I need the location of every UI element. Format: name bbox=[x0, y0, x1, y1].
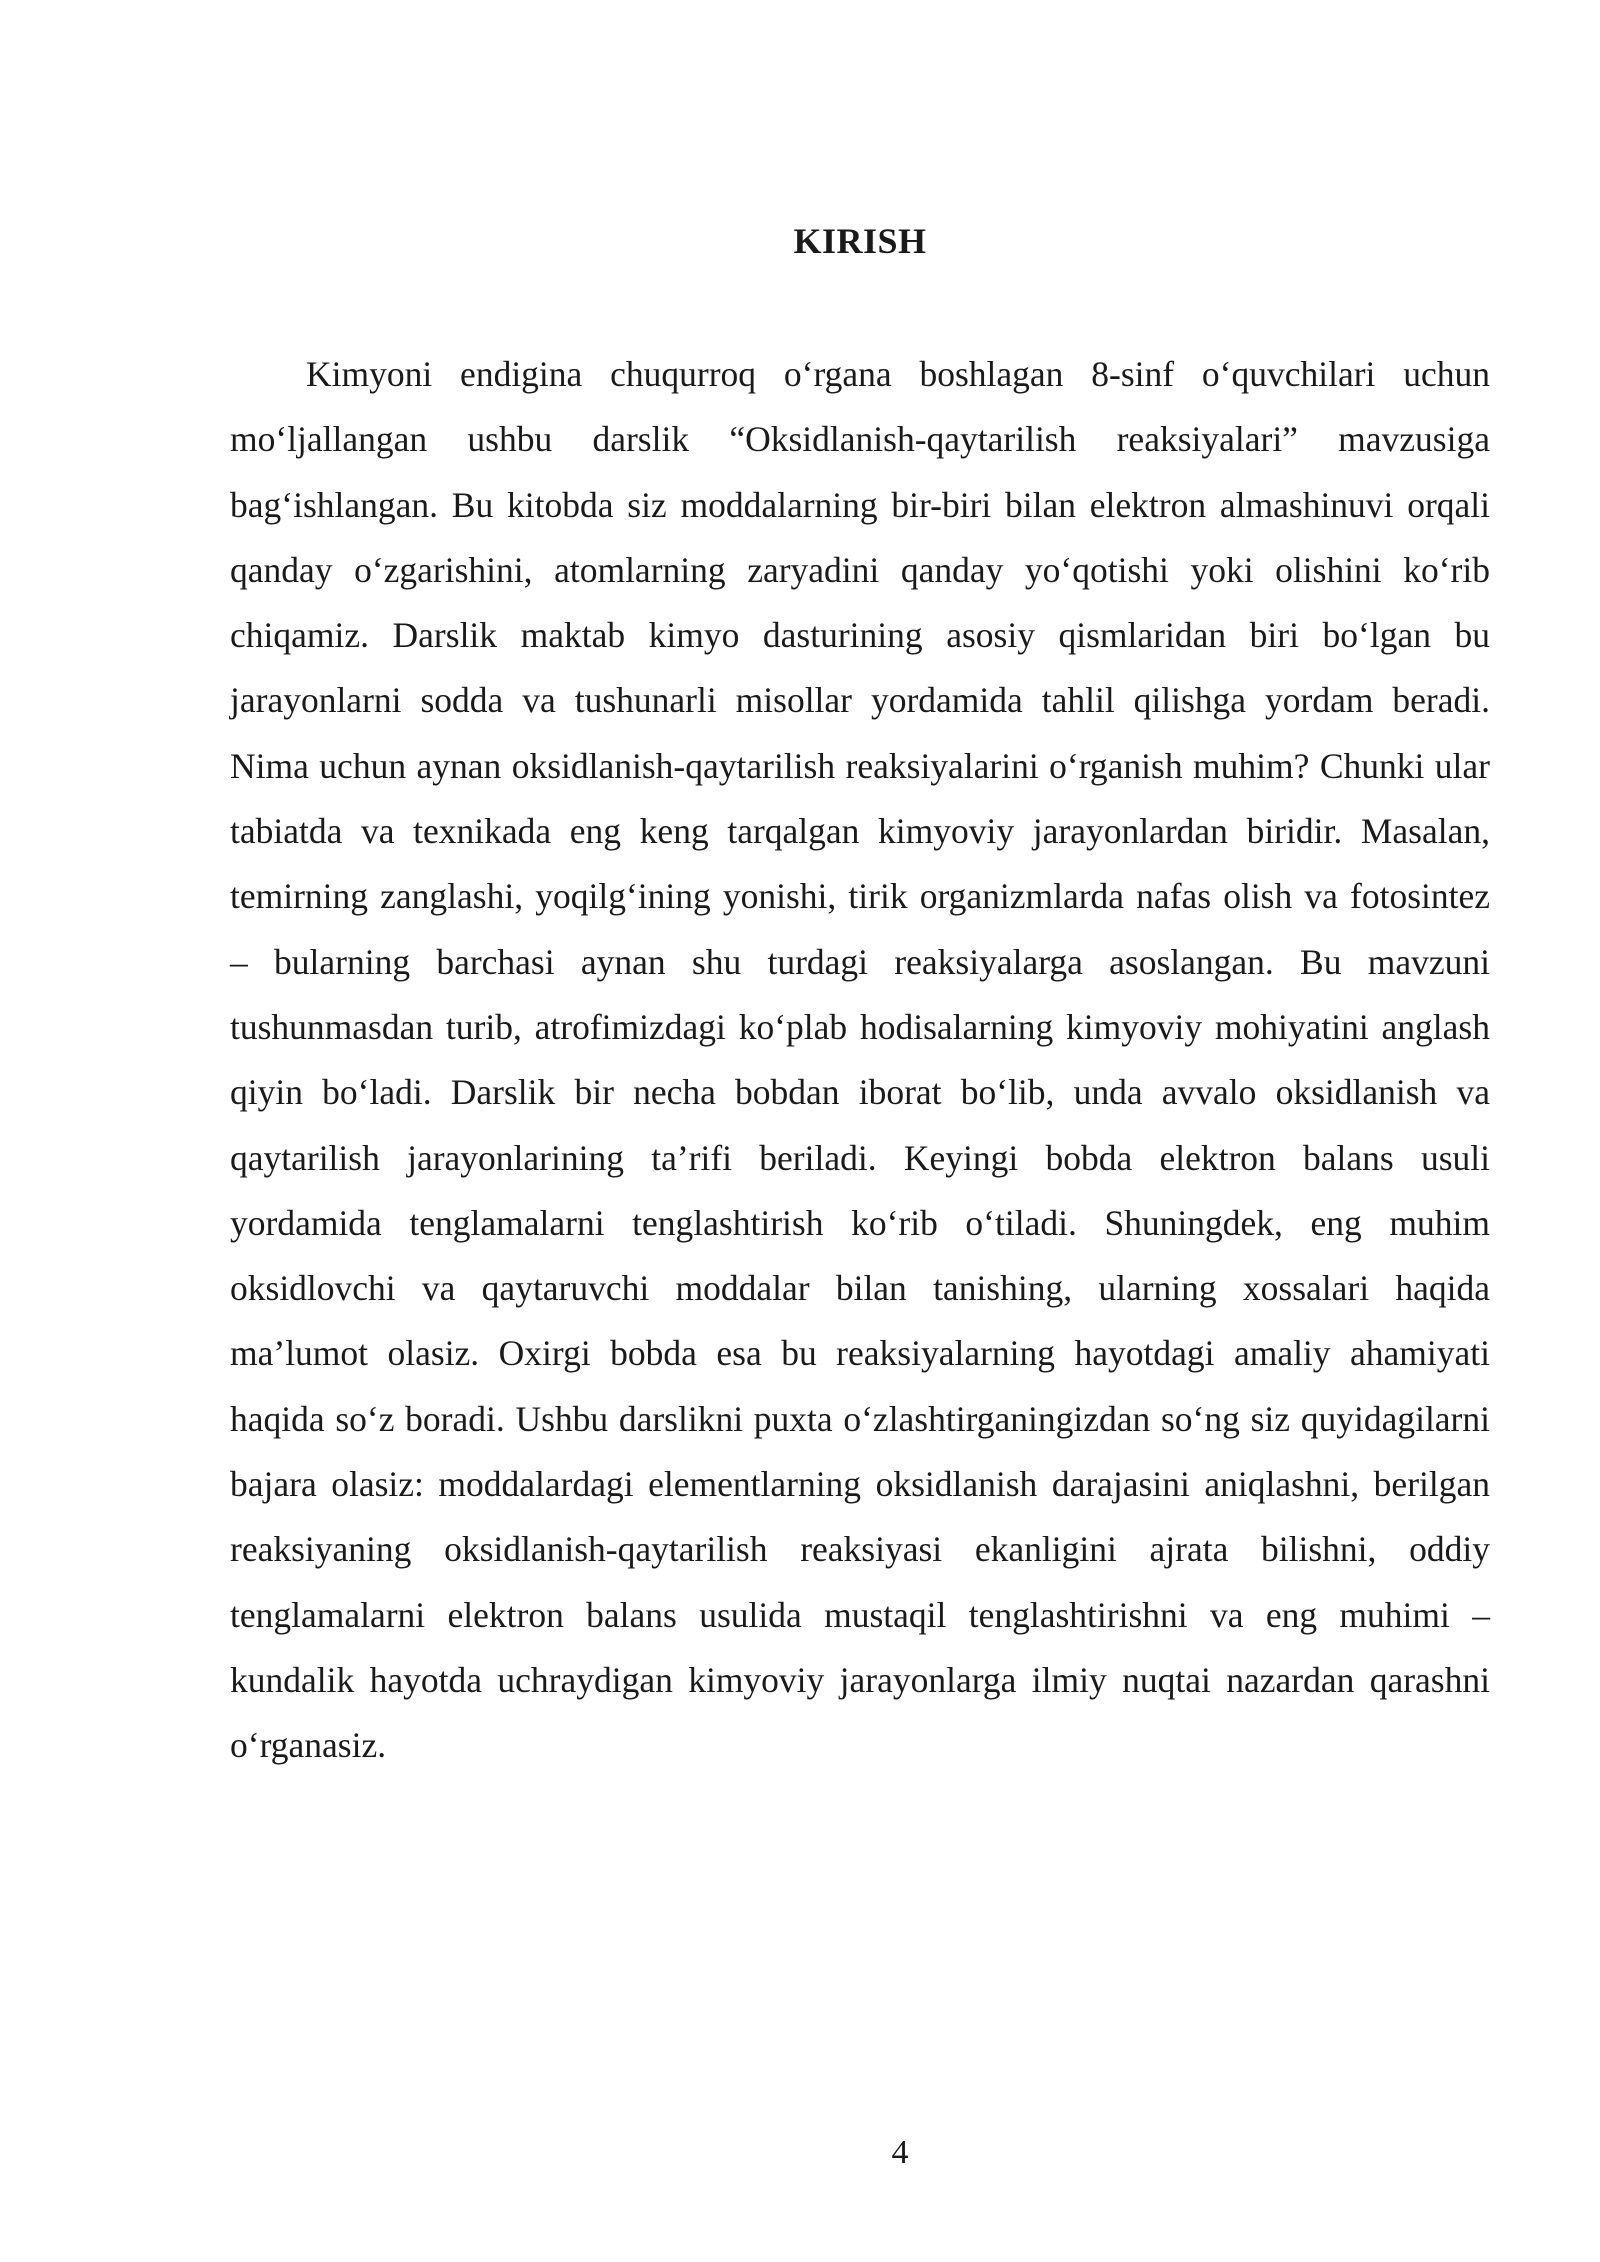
page-number: 4 bbox=[891, 2134, 909, 2171]
page-title: KIRISH bbox=[793, 221, 927, 261]
intro-paragraph: Kimyoni endigina chuqurroq o‘rgana boshlagan 8-sinf o‘quvchilari uchun mo‘ljallangan ushbu darslik “Oksidlanish-qaytarilish reaksiyalari” mavzusiga bag‘ishlangan. Bu kitobda siz moddalarning bir-biri bilan elektron almashinuvi orqali qanday o‘zgarishini, atomlarning zaryadini qanday yo‘qotishi yoki olishini ko‘rib chiqamiz. Darslik maktab kimyo dasturining asosiy qismlaridan biri bo‘lgan bu jarayonlarni sodda va tushunarli misollar yordamida tahlil qilishga yordam beradi. Nima uchun aynan oksidlanish-qaytarilish reaksiyalarini o‘rganish muhim? Chunki ular tabiatda va texnikada eng keng tarqalgan kimyoviy jarayonlardan biridir. Masalan, temirning zanglashi, yoqilg‘ining yonishi, tirik organizmlarda nafas olish va fotosintez – bularning barchasi aynan shu turdagi reaksiyalarga asoslangan. Bu mavzuni tushunmasdan turib, atrofimizdagi ko‘plab hodisalarning kimyoviy mohiyatini anglash qiyin bo‘ladi. Darslik bir necha bobdan iborat bo‘lib, unda avvalo oksidlanish va qaytarilish jarayonlarining ta’rifi beriladi. Keyingi bobda elektron balans usuli yordamida tenglamalarni tenglashtirish ko‘rib o‘tiladi. Shuningdek, eng muhim oksidlovchi va qaytaruvchi moddalar bilan tanishing, ularning xossalari haqida ma’lumot olasiz. Oxirgi bobda esa bu reaksiyalarning hayotdagi amaliy ahamiyati haqida so‘z boradi. Ushbu darslikni puxta o‘zlashtirganingizdan so‘ng siz quyidagilarni bajara olasiz: moddalardagi elementlarning oksidlanish darajasini aniqlashni, berilgan reaksiyaning oksidlanish-qaytarilish reaksiyasi ekanligini ajrata bilishni, oddiy tenglamalarni elektron balans usulida mustaqil tenglashtirishni va eng muhimi – kundalik hayotda uchraydigan kimyoviy jarayonlarga ilmiy nuqtai nazardan qarashni o‘rganasiz. bbox=[230, 354, 1490, 1766]
